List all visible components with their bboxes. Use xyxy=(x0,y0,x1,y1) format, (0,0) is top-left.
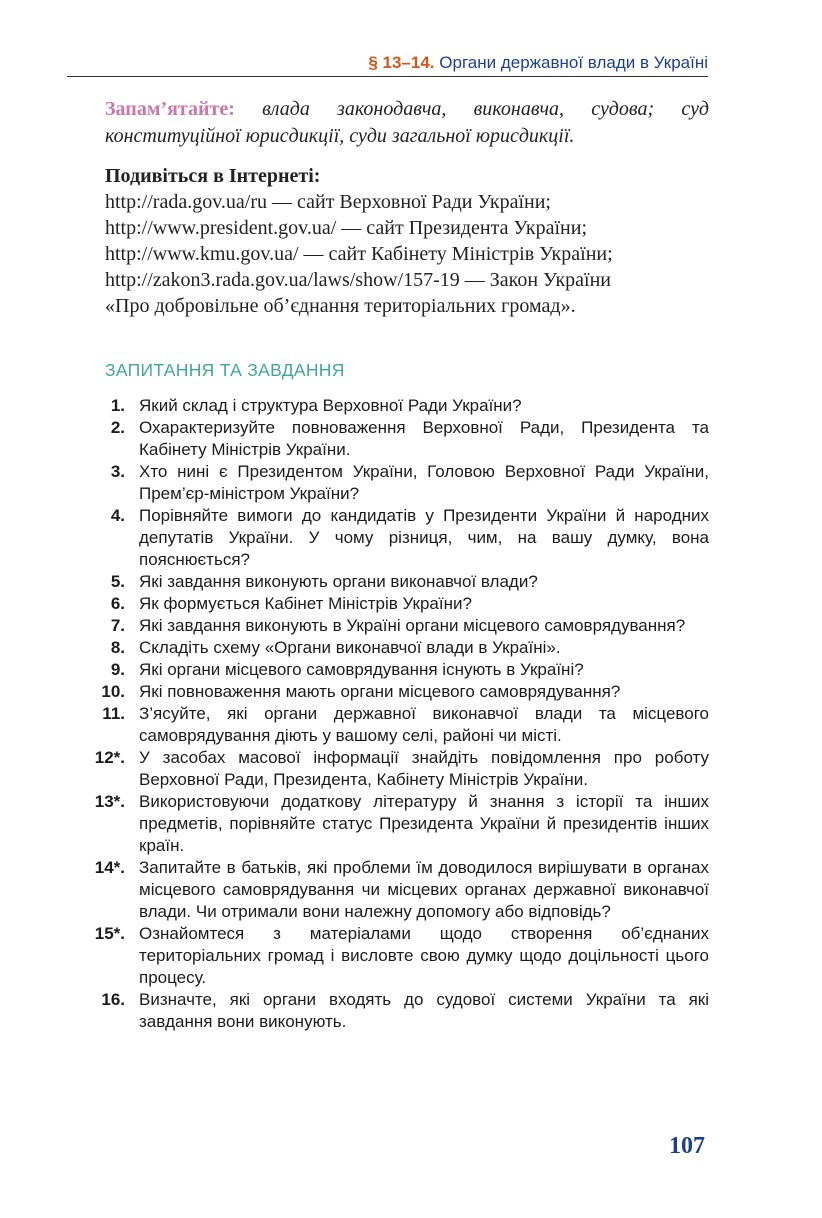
question-number: 16. xyxy=(101,990,125,1009)
question-text: Ознайомтеся з матеріалами щодо створення об’єднаних територіальних громад і висловте свою думку щодо доцільності цього процесу. xyxy=(139,924,709,987)
question-number: 3. xyxy=(110,462,125,481)
running-header xyxy=(67,52,708,77)
question-text: Які органи місцевого самоврядування існують в Україні? xyxy=(139,660,584,679)
internet-title: Подивіться в Інтернеті: xyxy=(105,165,321,187)
page-number: 107 xyxy=(669,1133,705,1159)
question-number: 8. xyxy=(110,638,125,657)
question-item xyxy=(91,417,709,461)
question-item xyxy=(91,505,709,571)
question-number: 6. xyxy=(110,594,125,613)
question-item xyxy=(91,593,709,615)
question-item xyxy=(91,703,709,747)
question-item xyxy=(91,615,709,637)
internet-line: http://rada.gov.ua/ru — сайт Верховної Ради України; xyxy=(105,191,551,213)
question-text: Запитайте в батьків, які проблеми їм доводилося вирішувати в органах місцевого самоврядування чи місцевих органах державної виконавчої влади. Чи отримали вони належну допомогу або відповідь? xyxy=(139,858,709,921)
question-item xyxy=(91,461,709,505)
section-title: Органи державної влади в Україні xyxy=(439,53,708,72)
internet-line: http://www.kmu.gov.ua/ — сайт Кабінету Міністрів України; xyxy=(105,243,613,265)
question-text: Хто нині є Президентом України, Головою Верховної Ради України, Прем’єр-міністром України? xyxy=(139,462,709,503)
question-item xyxy=(91,857,709,923)
question-number: 1. xyxy=(110,396,125,415)
question-number: 7. xyxy=(110,616,125,635)
question-text: Охарактеризуйте повноваження Верховної Ради, Президента та Кабінету Міністрів України. xyxy=(139,418,709,459)
question-number: 5. xyxy=(110,572,125,591)
question-number: 11. xyxy=(102,704,125,723)
remember-label: Запам’ятайте: xyxy=(105,98,235,120)
remember-block xyxy=(105,96,709,150)
question-number: 14*. xyxy=(94,858,125,877)
question-text: Які завдання виконують в Україні органи місцевого самоврядування? xyxy=(139,616,686,635)
remember-text: влада законодавча, виконавча, судова; суд конституційної юрисдикції, суди загальної юрисдикції. xyxy=(105,98,710,147)
internet-line: http://zakon3.rada.gov.ua/laws/show/157-19 — Закон України xyxy=(105,269,612,291)
question-item xyxy=(91,395,709,417)
internet-block xyxy=(105,163,715,319)
question-number: 4. xyxy=(110,506,125,525)
question-text: У засобах масової інформації знайдіть повідомлення про роботу Верховної Ради, Президента, Кабінету Міністрів України. xyxy=(139,748,709,789)
question-text: Визначте, які органи входять до судової системи України та які завдання вони виконують. xyxy=(139,990,709,1031)
questions-list xyxy=(91,395,709,1033)
question-item xyxy=(91,791,709,857)
internet-line: http://www.president.gov.ua/ — сайт Президента України; xyxy=(105,217,588,239)
internet-line: «Про добровільне об’єднання територіальних громад». xyxy=(105,295,576,317)
question-number: 13*. xyxy=(94,792,125,811)
question-text: Використовуючи додаткову літературу й знання з історії та інших предметів, порівняйте статус Президента України й президентів інших країн. xyxy=(139,792,709,855)
question-number: 12*. xyxy=(94,748,125,767)
question-text: Який склад і структура Верховної Ради України? xyxy=(139,396,522,415)
question-text: Складіть схему «Органи виконавчої влади в Україні». xyxy=(139,638,561,657)
question-item xyxy=(91,923,709,989)
question-item xyxy=(91,637,709,659)
question-item xyxy=(91,571,709,593)
question-number: 15*. xyxy=(94,924,125,943)
question-text: Порівняйте вимоги до кандидатів у Президенти України й народних депутатів України. У чому різниця, чим, на вашу думку, вона пояснюється? xyxy=(139,506,709,569)
question-number: 9. xyxy=(110,660,125,679)
question-text: Які завдання виконують органи виконавчої влади? xyxy=(139,572,538,591)
question-item xyxy=(91,659,709,681)
question-number: 2. xyxy=(110,418,125,437)
question-item xyxy=(91,989,709,1033)
section-number: § 13–14. xyxy=(368,53,435,72)
question-text: Які повноваження мають органи місцевого самоврядування? xyxy=(139,682,621,701)
question-item xyxy=(91,747,709,791)
questions-heading: ЗАПИТАННЯ ТА ЗАВДАННЯ xyxy=(105,360,345,380)
question-item xyxy=(91,681,709,703)
question-text: Як формується Кабінет Міністрів України? xyxy=(139,594,472,613)
question-text: З’ясуйте, які органи державної виконавчої влади та місцевого самоврядування діють у вашому селі, районі чи місті. xyxy=(139,704,709,745)
question-number: 10. xyxy=(101,682,125,701)
